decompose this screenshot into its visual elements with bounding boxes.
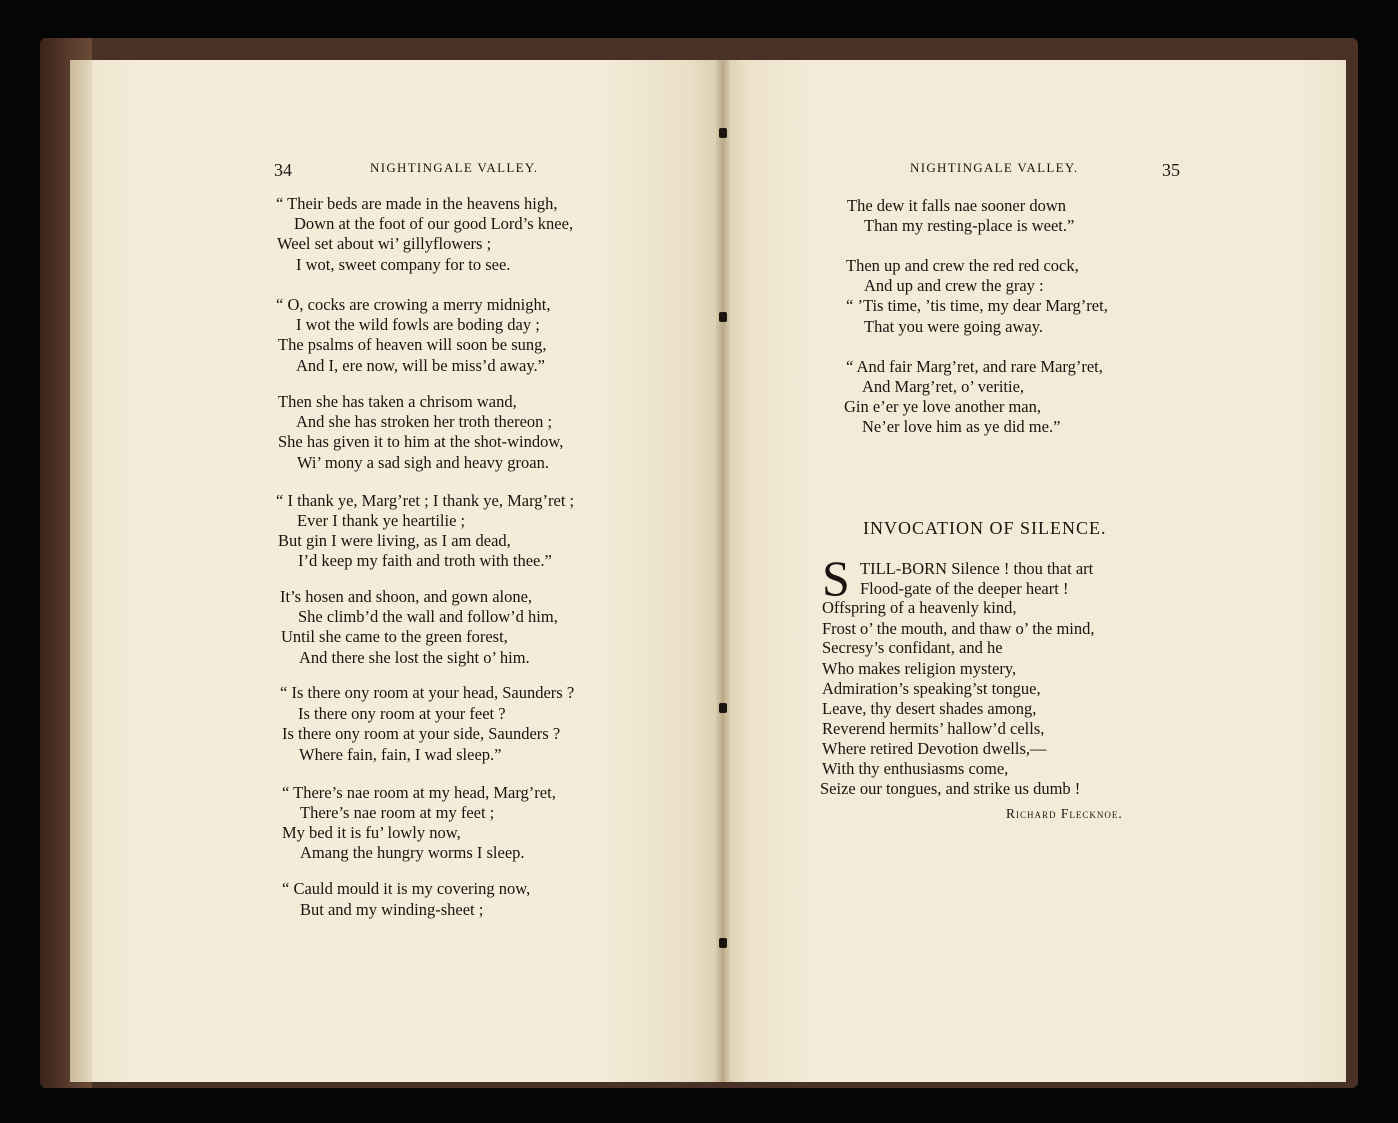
poem-line: Amang the hungry worms I sleep. <box>300 843 525 862</box>
poem-line: But and my winding-sheet ; <box>300 900 484 919</box>
poem-author: Richard Flecknoe. <box>1006 806 1123 821</box>
poem-line: Wi’ mony a sad sigh and heavy groan. <box>297 453 549 472</box>
poem-line: Weel set about wi’ gillyflowers ; <box>277 234 492 253</box>
right-running-head: NIGHTINGALE VALLEY. <box>910 160 1079 175</box>
poem-line: And up and crew the gray : <box>864 276 1044 295</box>
poem-line: “ Their beds are made in the heavens high, <box>276 194 558 213</box>
poem-line: “ Is there ony room at your head, Saunders ? <box>280 683 575 702</box>
poem-line: There’s nae room at my feet ; <box>300 803 495 822</box>
poem-line: Down at the foot of our good Lord’s knee, <box>294 214 574 233</box>
binding-stitch <box>719 128 727 138</box>
poem-line: And there she lost the sight o’ him. <box>299 648 530 667</box>
poem-line: Offspring of a heavenly kind, <box>822 598 1017 617</box>
poem-line: Then up and crew the red red cock, <box>846 256 1079 275</box>
poem-line: But gin I were living, as I am dead, <box>278 531 511 550</box>
book-gutter <box>716 60 730 1082</box>
poem-line: “ O, cocks are crowing a merry midnight, <box>276 295 551 314</box>
poem-line: My bed it is fu’ lowly now, <box>282 823 461 842</box>
poem-line: Reverend hermits’ hallow’d cells, <box>822 719 1045 738</box>
binding-stitch <box>719 703 727 713</box>
poem-line: “ And fair Marg’ret, and rare Marg’ret, <box>846 357 1103 376</box>
poem-line: I’d keep my faith and troth with thee.” <box>298 551 552 570</box>
poem-line: Where retired Devotion dwells,— <box>822 739 1047 758</box>
right-page-number: 35 <box>1162 160 1180 180</box>
poem-line: I wot, sweet company for to see. <box>296 255 511 274</box>
poem-line: With thy enthusiasms come, <box>822 759 1009 778</box>
poem-line: And she has stroken her troth thereon ; <box>296 412 553 431</box>
poem-line: Seize our tongues, and strike us dumb ! <box>820 779 1081 798</box>
poem-line: She has given it to him at the shot-window, <box>278 432 564 451</box>
poem-line: “ ’Tis time, ’tis time, my dear Marg’ret, <box>846 296 1108 315</box>
poem-line: Ever I thank ye heartilie ; <box>297 511 466 530</box>
poem-line: Leave, thy desert shades among, <box>822 699 1037 718</box>
poem-title: INVOCATION OF SILENCE. <box>863 518 1107 538</box>
binding-stitch <box>719 938 727 948</box>
poem-line: Flood-gate of the deeper heart ! <box>860 579 1069 598</box>
left-running-head: NIGHTINGALE VALLEY. <box>370 160 539 175</box>
left-page-number: 34 <box>274 160 292 180</box>
page-stack-edge <box>70 60 94 1082</box>
poem-line: The psalms of heaven will soon be sung, <box>278 335 547 354</box>
poem-line: And Marg’ret, o’ veritie, <box>862 377 1025 396</box>
poem-line: The dew it falls nae sooner down <box>847 196 1067 215</box>
poem-line: It’s hosen and shoon, and gown alone, <box>280 587 533 606</box>
poem-line: That you were going away. <box>864 317 1043 336</box>
poem-line: Is there ony room at your side, Saunders ? <box>282 724 561 743</box>
poem-line: I wot the wild fowls are boding day ; <box>296 315 540 334</box>
poem-line: Who makes religion mystery, <box>822 659 1017 678</box>
poem-line: TILL-BORN Silence ! thou that art <box>860 559 1094 578</box>
poem-line: Ne’er love him as ye did me.” <box>862 417 1061 436</box>
poem-line: Until she came to the green forest, <box>281 627 508 646</box>
poem-line: And I, ere now, will be miss’d away.” <box>296 356 545 375</box>
poem-line: Where fain, fain, I wad sleep.” <box>299 745 502 764</box>
drop-cap: S <box>822 550 850 606</box>
poem-line: Gin e’er ye love another man, <box>844 397 1042 416</box>
poem-line: Secresy’s confidant, and he <box>822 638 1003 657</box>
poem-line: Than my resting-place is weet.” <box>864 216 1075 235</box>
poem-line: Is there ony room at your feet ? <box>298 704 506 723</box>
poem-line: Then she has taken a chrisom wand, <box>278 392 517 411</box>
poem-line: “ Cauld mould it is my covering now, <box>282 879 531 898</box>
poem-line: Admiration’s speaking’st tongue, <box>822 679 1041 698</box>
poem-line: Frost o’ the mouth, and thaw o’ the mind, <box>822 619 1095 638</box>
binding-stitch <box>719 312 727 322</box>
poem-line: “ I thank ye, Marg’ret ; I thank ye, Marg’ret ; <box>276 491 575 510</box>
poem-line: “ There’s nae room at my head, Marg’ret, <box>282 783 556 802</box>
poem-line: She climb’d the wall and follow’d him, <box>298 607 558 626</box>
